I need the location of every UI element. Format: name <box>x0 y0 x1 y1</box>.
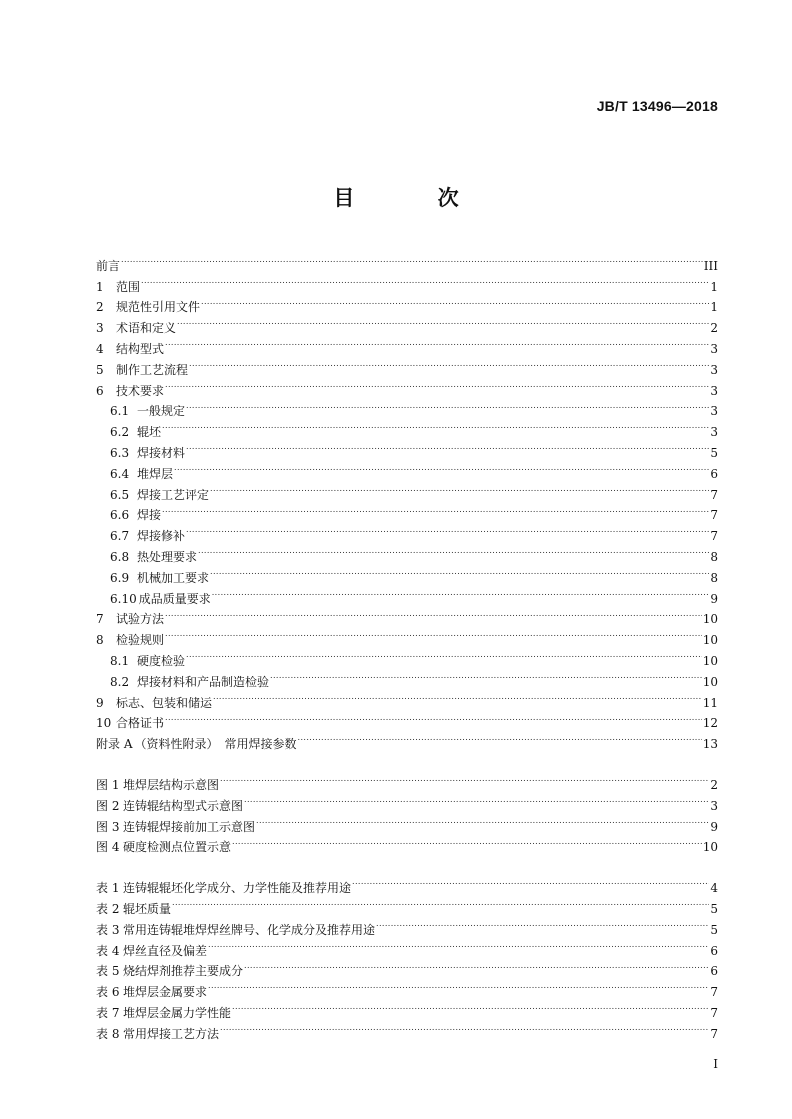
toc-entry[interactable] <box>96 665 718 689</box>
toc-entry-number: 1 <box>96 279 104 294</box>
toc-entry-page: 9 <box>710 819 718 834</box>
toc-entry-number: 8.1 <box>110 653 130 668</box>
toc-entry-label: 制作工艺流程 <box>116 362 189 377</box>
toc-entry-number: 7 <box>96 612 104 627</box>
toc-sections <box>96 249 718 752</box>
dot-leader <box>220 768 709 789</box>
toc-entry-page: 3 <box>710 341 718 356</box>
toc-entry[interactable] <box>96 707 718 731</box>
toc-entry-number: 6.1 <box>110 404 130 419</box>
toc-entry[interactable] <box>96 623 718 648</box>
dot-leader <box>256 810 709 831</box>
toc-entry-number: 6.8 <box>110 549 130 564</box>
toc-entry-page: 3 <box>710 362 718 377</box>
toc-entry-number: 8.2 <box>110 674 130 689</box>
toc-entry-page: 13 <box>702 737 718 752</box>
toc-entry-label: 连铸辊结构型式示意图 <box>123 798 244 813</box>
page-title: 目 次 <box>333 186 497 210</box>
toc-entry-label: 堆焊层结构示意图 <box>123 777 220 792</box>
toc-entry-page: 3 <box>710 404 718 419</box>
toc-entry-number: 表 6 <box>96 985 120 1000</box>
toc-entry-number: 表 4 <box>96 943 120 958</box>
dot-leader <box>174 457 709 478</box>
dot-leader <box>210 478 709 499</box>
toc-entry[interactable] <box>96 519 718 544</box>
toc-entry-label: 焊接工艺评定 <box>137 487 210 502</box>
dot-leader <box>232 996 709 1017</box>
toc-entry[interactable] <box>96 353 718 377</box>
toc-entry-page: 11 <box>702 695 718 710</box>
toc-entry-page: 7 <box>710 508 718 523</box>
toc-entry-label: 焊接 <box>137 508 162 523</box>
toc-entry[interactable] <box>96 395 718 419</box>
toc-entry-label: 术语和定义 <box>116 321 177 336</box>
dot-leader <box>165 332 709 353</box>
toc-entry-label: 常用连铸辊堆焊焊丝牌号、化学成分及推荐用途 <box>123 922 376 937</box>
toc-entry-page: III <box>703 258 718 273</box>
toc-entry-number: 表 7 <box>96 1005 120 1020</box>
toc-entry-page: 9 <box>710 591 718 606</box>
toc-entry[interactable] <box>96 270 718 294</box>
toc-entry-page: 10 <box>702 840 718 855</box>
toc-entry-label: 焊接材料 <box>137 445 186 460</box>
toc-entry-label: 规范性引用文件 <box>116 300 201 315</box>
dot-leader <box>162 499 709 520</box>
toc-entry[interactable] <box>96 644 718 668</box>
toc-entry[interactable] <box>96 727 718 752</box>
dot-leader <box>141 270 709 291</box>
toc-entry-label: 堆焊层金属要求 <box>123 985 208 1000</box>
toc-entry-label: 标志、包装和储运 <box>116 695 213 710</box>
toc-entry[interactable] <box>96 249 718 273</box>
dot-leader <box>121 249 703 270</box>
toc-entry-number: 6.7 <box>110 529 130 544</box>
toc-entry-page: 5 <box>710 901 718 916</box>
toc-entry-number: 表 5 <box>96 964 120 979</box>
toc-entry-number: 6.5 <box>110 487 130 502</box>
dot-leader <box>189 353 709 374</box>
toc-entry-page: 6 <box>710 466 718 481</box>
toc-entry-number: 表 3 <box>96 922 120 937</box>
dot-leader <box>244 955 709 976</box>
toc-entry-page: 6 <box>710 964 718 979</box>
toc-entry[interactable] <box>96 478 718 502</box>
dot-leader <box>213 686 702 707</box>
toc-entry-label: 机械加工要求 <box>137 570 210 585</box>
toc-entry-number: 6.3 <box>110 445 130 460</box>
toc-entry-label: 连铸辊焊接前加工示意图 <box>123 819 256 834</box>
toc-tables <box>96 871 718 1041</box>
toc-entry-label: 烧结焊剂推荐主要成分 <box>123 964 244 979</box>
toc-entry-page: 3 <box>710 383 718 398</box>
toc-entry-label: 焊丝直径及偏差 <box>123 943 208 958</box>
toc-entry-page: 2 <box>710 321 718 336</box>
dot-leader <box>244 789 709 810</box>
dot-leader <box>201 291 709 312</box>
dot-leader <box>172 892 709 913</box>
toc-entry-label: 常用焊接工艺方法 <box>123 1026 220 1041</box>
dot-leader <box>165 707 702 728</box>
figure-entry[interactable] <box>96 768 718 792</box>
toc-entry-label: （资料性附录） 常用焊接参数 <box>134 737 297 752</box>
toc-entry-label: 堆焊层金属力学性能 <box>123 1005 232 1020</box>
dot-leader <box>162 415 709 436</box>
toc-entry-number: 图 2 <box>96 798 120 813</box>
toc-entry[interactable] <box>96 499 718 523</box>
toc-entry-label: 范围 <box>116 279 141 294</box>
toc-entry-page: 7 <box>710 985 718 1000</box>
toc-entry-label: 技术要求 <box>116 383 165 398</box>
toc-entry-page: 1 <box>710 279 718 294</box>
toc-entry-page: 10 <box>702 653 718 668</box>
dot-leader <box>165 603 702 624</box>
toc-entry[interactable] <box>96 291 718 315</box>
toc-entry-number: 10 <box>96 716 112 731</box>
toc-entry-label: 结构型式 <box>116 341 165 356</box>
toc-entry-page: 5 <box>710 445 718 460</box>
toc-entry[interactable] <box>96 311 718 336</box>
dot-leader <box>352 871 709 892</box>
toc-entry-page: 10 <box>702 612 718 627</box>
toc-entry-label: 堆焊层 <box>137 466 174 481</box>
toc-entry-number: 表 1 <box>96 881 120 896</box>
toc-entry-page: 4 <box>710 881 718 896</box>
dot-leader <box>186 519 709 540</box>
dot-leader <box>220 1017 709 1038</box>
toc-entry[interactable] <box>96 436 718 460</box>
toc-entry-number: 图 4 <box>96 840 120 855</box>
toc-entry-label: 连铸辊辊坯化学成分、力学性能及推荐用途 <box>123 881 352 896</box>
table-entry[interactable] <box>96 913 718 937</box>
dot-leader <box>212 582 709 603</box>
toc-entry-number: 3 <box>96 321 104 336</box>
toc-entry-number: 4 <box>96 341 104 356</box>
dot-leader <box>298 727 702 748</box>
toc-entry-page: 6 <box>710 943 718 958</box>
toc-entry-number: 图 1 <box>96 777 120 792</box>
toc-entry-number: 2 <box>96 300 104 315</box>
dot-leader <box>177 311 709 332</box>
toc-entry-page: 3 <box>710 425 718 440</box>
toc-entry-page: 1 <box>710 300 718 315</box>
dot-leader <box>186 644 702 665</box>
toc-figures <box>96 768 718 855</box>
dot-leader <box>165 623 702 644</box>
toc-entry-label: 辊坯质量 <box>123 901 172 916</box>
toc-entry-page: 7 <box>710 529 718 544</box>
toc-entry-number: 8 <box>96 633 104 648</box>
toc-entry-label: 热处理要求 <box>137 549 198 564</box>
toc-entry[interactable] <box>96 540 718 564</box>
table-entry[interactable] <box>96 892 718 916</box>
standard-code: JB/T 13496—2018 <box>596 98 718 114</box>
toc-entry-number: 表 8 <box>96 1026 120 1041</box>
toc-entry-number: 图 3 <box>96 819 120 834</box>
toc-entry-page: 8 <box>710 570 718 585</box>
dot-leader <box>165 374 709 395</box>
dot-leader <box>210 561 709 582</box>
toc-entry-number: 附录 A <box>96 737 133 752</box>
dot-leader <box>376 913 709 934</box>
toc-entry-page: 2 <box>710 777 718 792</box>
dot-leader <box>232 831 702 852</box>
toc-entry-label: 检验规则 <box>116 633 165 648</box>
dot-leader <box>208 934 709 955</box>
toc-entry[interactable] <box>96 603 718 627</box>
toc-entry[interactable] <box>96 332 718 356</box>
toc-entry-page: 10 <box>702 674 718 689</box>
dot-leader <box>186 395 709 416</box>
dot-leader <box>270 665 702 686</box>
toc-entry-page: 8 <box>710 549 718 564</box>
toc-entry-page: 12 <box>702 716 718 731</box>
table-entry[interactable] <box>96 871 718 896</box>
toc-entry-number: 6 <box>96 383 104 398</box>
toc-entry-label: 成品质量要求 <box>138 591 211 606</box>
toc-entry-label: 合格证书 <box>116 716 165 731</box>
toc-entry-label: 焊接材料和产品制造检验 <box>137 674 270 689</box>
toc-entry[interactable] <box>96 457 718 481</box>
dot-leader <box>208 975 709 996</box>
toc-entry-label: 焊接修补 <box>137 529 186 544</box>
toc-entry-number: 6.2 <box>110 425 130 440</box>
toc-entry[interactable] <box>96 415 718 440</box>
table-of-contents <box>96 249 718 1041</box>
toc-entry-page: 7 <box>710 487 718 502</box>
toc-entry-label: 一般规定 <box>137 404 186 419</box>
toc-entry-page: 7 <box>710 1026 718 1041</box>
toc-entry-number: 表 2 <box>96 901 120 916</box>
toc-entry-number: 6.10 <box>110 591 137 606</box>
toc-entry-number: 5 <box>96 362 104 377</box>
toc-entry-page: 3 <box>710 798 718 813</box>
toc-entry-page: 5 <box>710 922 718 937</box>
toc-entry-page: 7 <box>710 1005 718 1020</box>
toc-entry-number: 9 <box>96 695 104 710</box>
dot-leader <box>198 540 709 561</box>
toc-entry-label: 试验方法 <box>116 612 165 627</box>
toc-entry-number: 6.9 <box>110 570 130 585</box>
toc-entry-label: 前言 <box>96 258 121 273</box>
toc-entry-label: 辊坯 <box>137 425 162 440</box>
toc-entry-page: 10 <box>702 633 718 648</box>
dot-leader <box>186 436 709 457</box>
toc-entry-label: 硬度检测点位置示意 <box>123 840 232 855</box>
toc-entry-number: 6.6 <box>110 508 130 523</box>
toc-entry-number: 6.4 <box>110 466 130 481</box>
toc-entry[interactable] <box>96 374 718 398</box>
toc-entry-label: 硬度检验 <box>137 653 186 668</box>
page-number: I <box>713 1057 718 1071</box>
